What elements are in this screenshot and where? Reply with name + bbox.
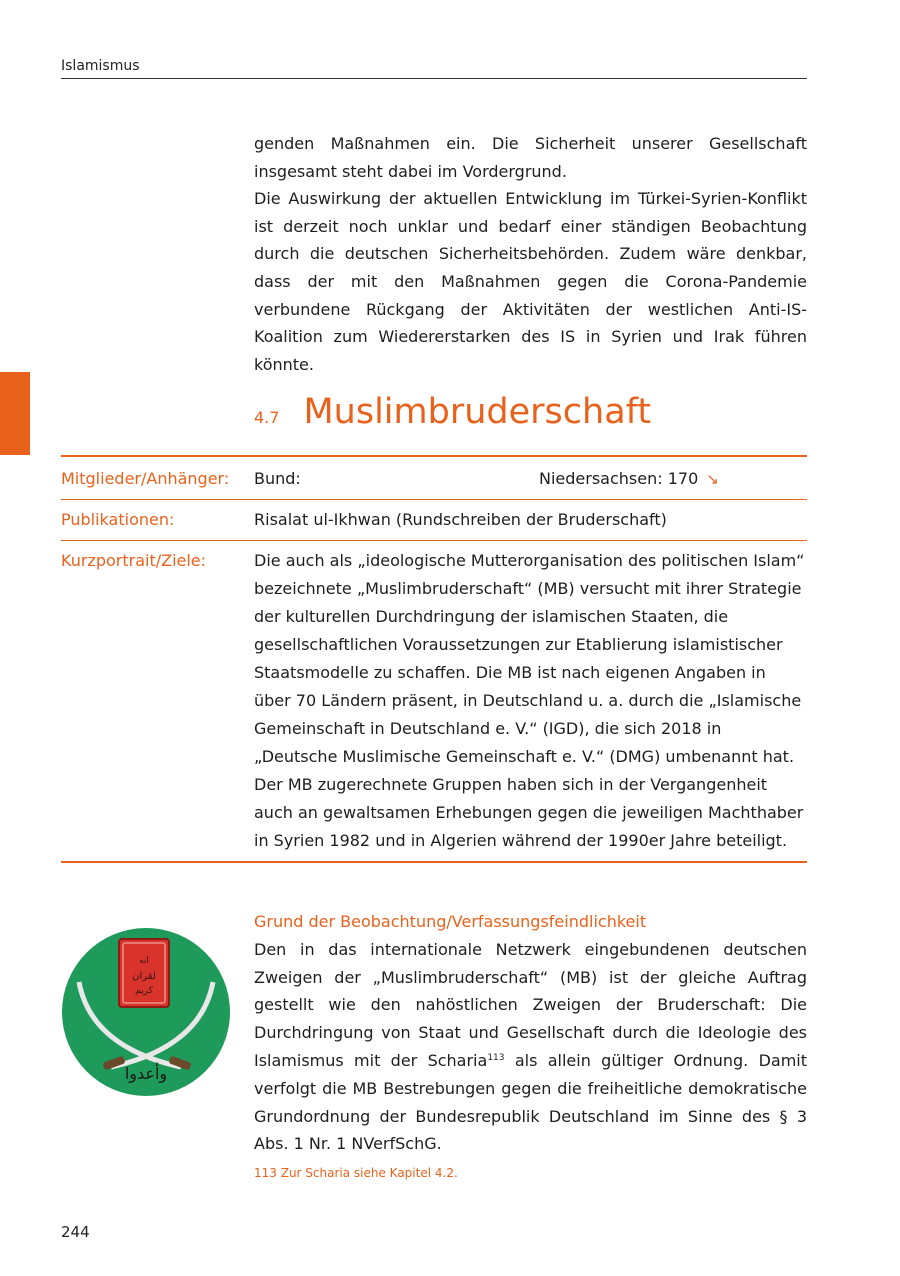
publications-label: Publikationen: <box>61 510 175 529</box>
observation-text <box>254 936 807 1158</box>
section-heading <box>254 392 651 432</box>
table-row-members <box>61 457 807 500</box>
intro-text <box>254 130 807 378</box>
portrait-label: Kurzportrait/Ziele: <box>61 551 207 570</box>
intro-paragraph-2: Die Auswirkung der aktuellen Entwicklung im Türkei-Syrien-Konflikt ist derzeit noch unklar und bedarf einer ständigen Beobachtung durch die deutschen Sicherheitsbehörden. Zudem wäre denkbar, dass der mit den Maßnahmen gegen die Corona-Pandemie verbundene Rückgang der Aktivitäten der westlichen Anti-IS-Koalition zum Wiedererstarken des IS in Syrien und Irak führen könnte. <box>254 189 807 374</box>
trend-down-arrow-icon: ↘ <box>706 470 719 488</box>
page-number: 244 <box>61 1223 90 1241</box>
section-number: 4.7 <box>254 408 280 427</box>
observation-heading: Grund der Beobachtung/Verfassungsfeindlichkeit <box>254 912 647 931</box>
intro-paragraph-1: genden Maßnahmen ein. Die Sicherheit unserer Gesellschaft insgesamt steht dabei im Vordergrund. <box>254 134 807 181</box>
svg-text:ﺍﻧﻪ: ﺍﻧﻪ <box>139 956 149 966</box>
observation-text-part-1: Den in das internationale Netzwerk eingebundenen deutschen Zweigen der „Muslimbruderschaft“ (MB) ist der gleiche Auftrag gestellt wie den nahöstlichen Zweigen der Bruderschaft: Die Durchdringung von Staat und Gesellschaft durch die Ideologie des Islamismus mit der Scharia <box>254 939 807 1070</box>
footnote: 113 Zur Scharia siehe Kapitel 4.2. <box>254 1166 458 1180</box>
section-title: Muslimbruderschaft <box>303 392 652 432</box>
members-federal: Bund: <box>254 469 301 488</box>
svg-text:ﻟﻘﺮﺍﻥ: ﻟﻘﺮﺍﻥ <box>132 971 156 982</box>
table-row-publications <box>61 500 807 541</box>
svg-text:ﻛﺮﻳﻢ: ﻛﺮﻳﻢ <box>135 986 153 996</box>
portrait-value: Die auch als „ideologische Mutterorganisation des politischen Islam“ bezeichnete „Muslimbruderschaft“ (MB) versucht mit ihrer Strategie der kulturellen Durchdringung der islamischen Staaten, die gesellschaftlichen Voraussetzungen zur Etablierung islamistischer Staatsmodelle zu schaffen. Die MB ist nach eigenen Angaben in über 70 Ländern präsent, in Deutschland u. a. durch die „Islamische Gemeinschaft in Deutschland e. V.“ (IGD), die sich 2018 in „Deutsche Muslimische Gemeinschaft e. V.“ (DMG) umbenannt hat. Der MB zugerechnete Gruppen haben sich in der Vergangenheit auch an gewaltsamen Erhebungen gegen die jeweiligen Machthaber in Syrien 1982 und in Algerien während der 1990er Jahre beteiligt. <box>254 551 805 850</box>
table-row-portrait <box>61 541 807 861</box>
muslim-brotherhood-emblem-icon <box>61 927 231 1097</box>
fact-table <box>61 455 807 863</box>
observation-section <box>254 908 807 1158</box>
publications-value: Risalat ul-Ikhwan (Rundschreiben der Bruderschaft) <box>254 510 667 529</box>
members-state: Niedersachsen: 170 <box>539 469 699 488</box>
observation-text-part-2: als allein gültiger Ordnung. Damit verfolgt die MB Bestrebungen gegen die freiheitliche demokratische Grundordnung der Bundesrepublik Deutschland im Sinne des § 3 Abs. 1 Nr. 1 NVerfSchG. <box>254 1050 807 1154</box>
chapter-side-marker <box>0 372 30 455</box>
members-values <box>254 465 807 493</box>
footnote-reference[interactable]: 113 <box>487 1052 505 1063</box>
running-header: Islamismus <box>61 58 807 79</box>
members-label: Mitglieder/Anhänger: <box>61 469 230 488</box>
svg-text:ﻭﺃﻋﺪﻭﺍ: ﻭﺃﻋﺪﻭﺍ <box>124 1064 168 1083</box>
